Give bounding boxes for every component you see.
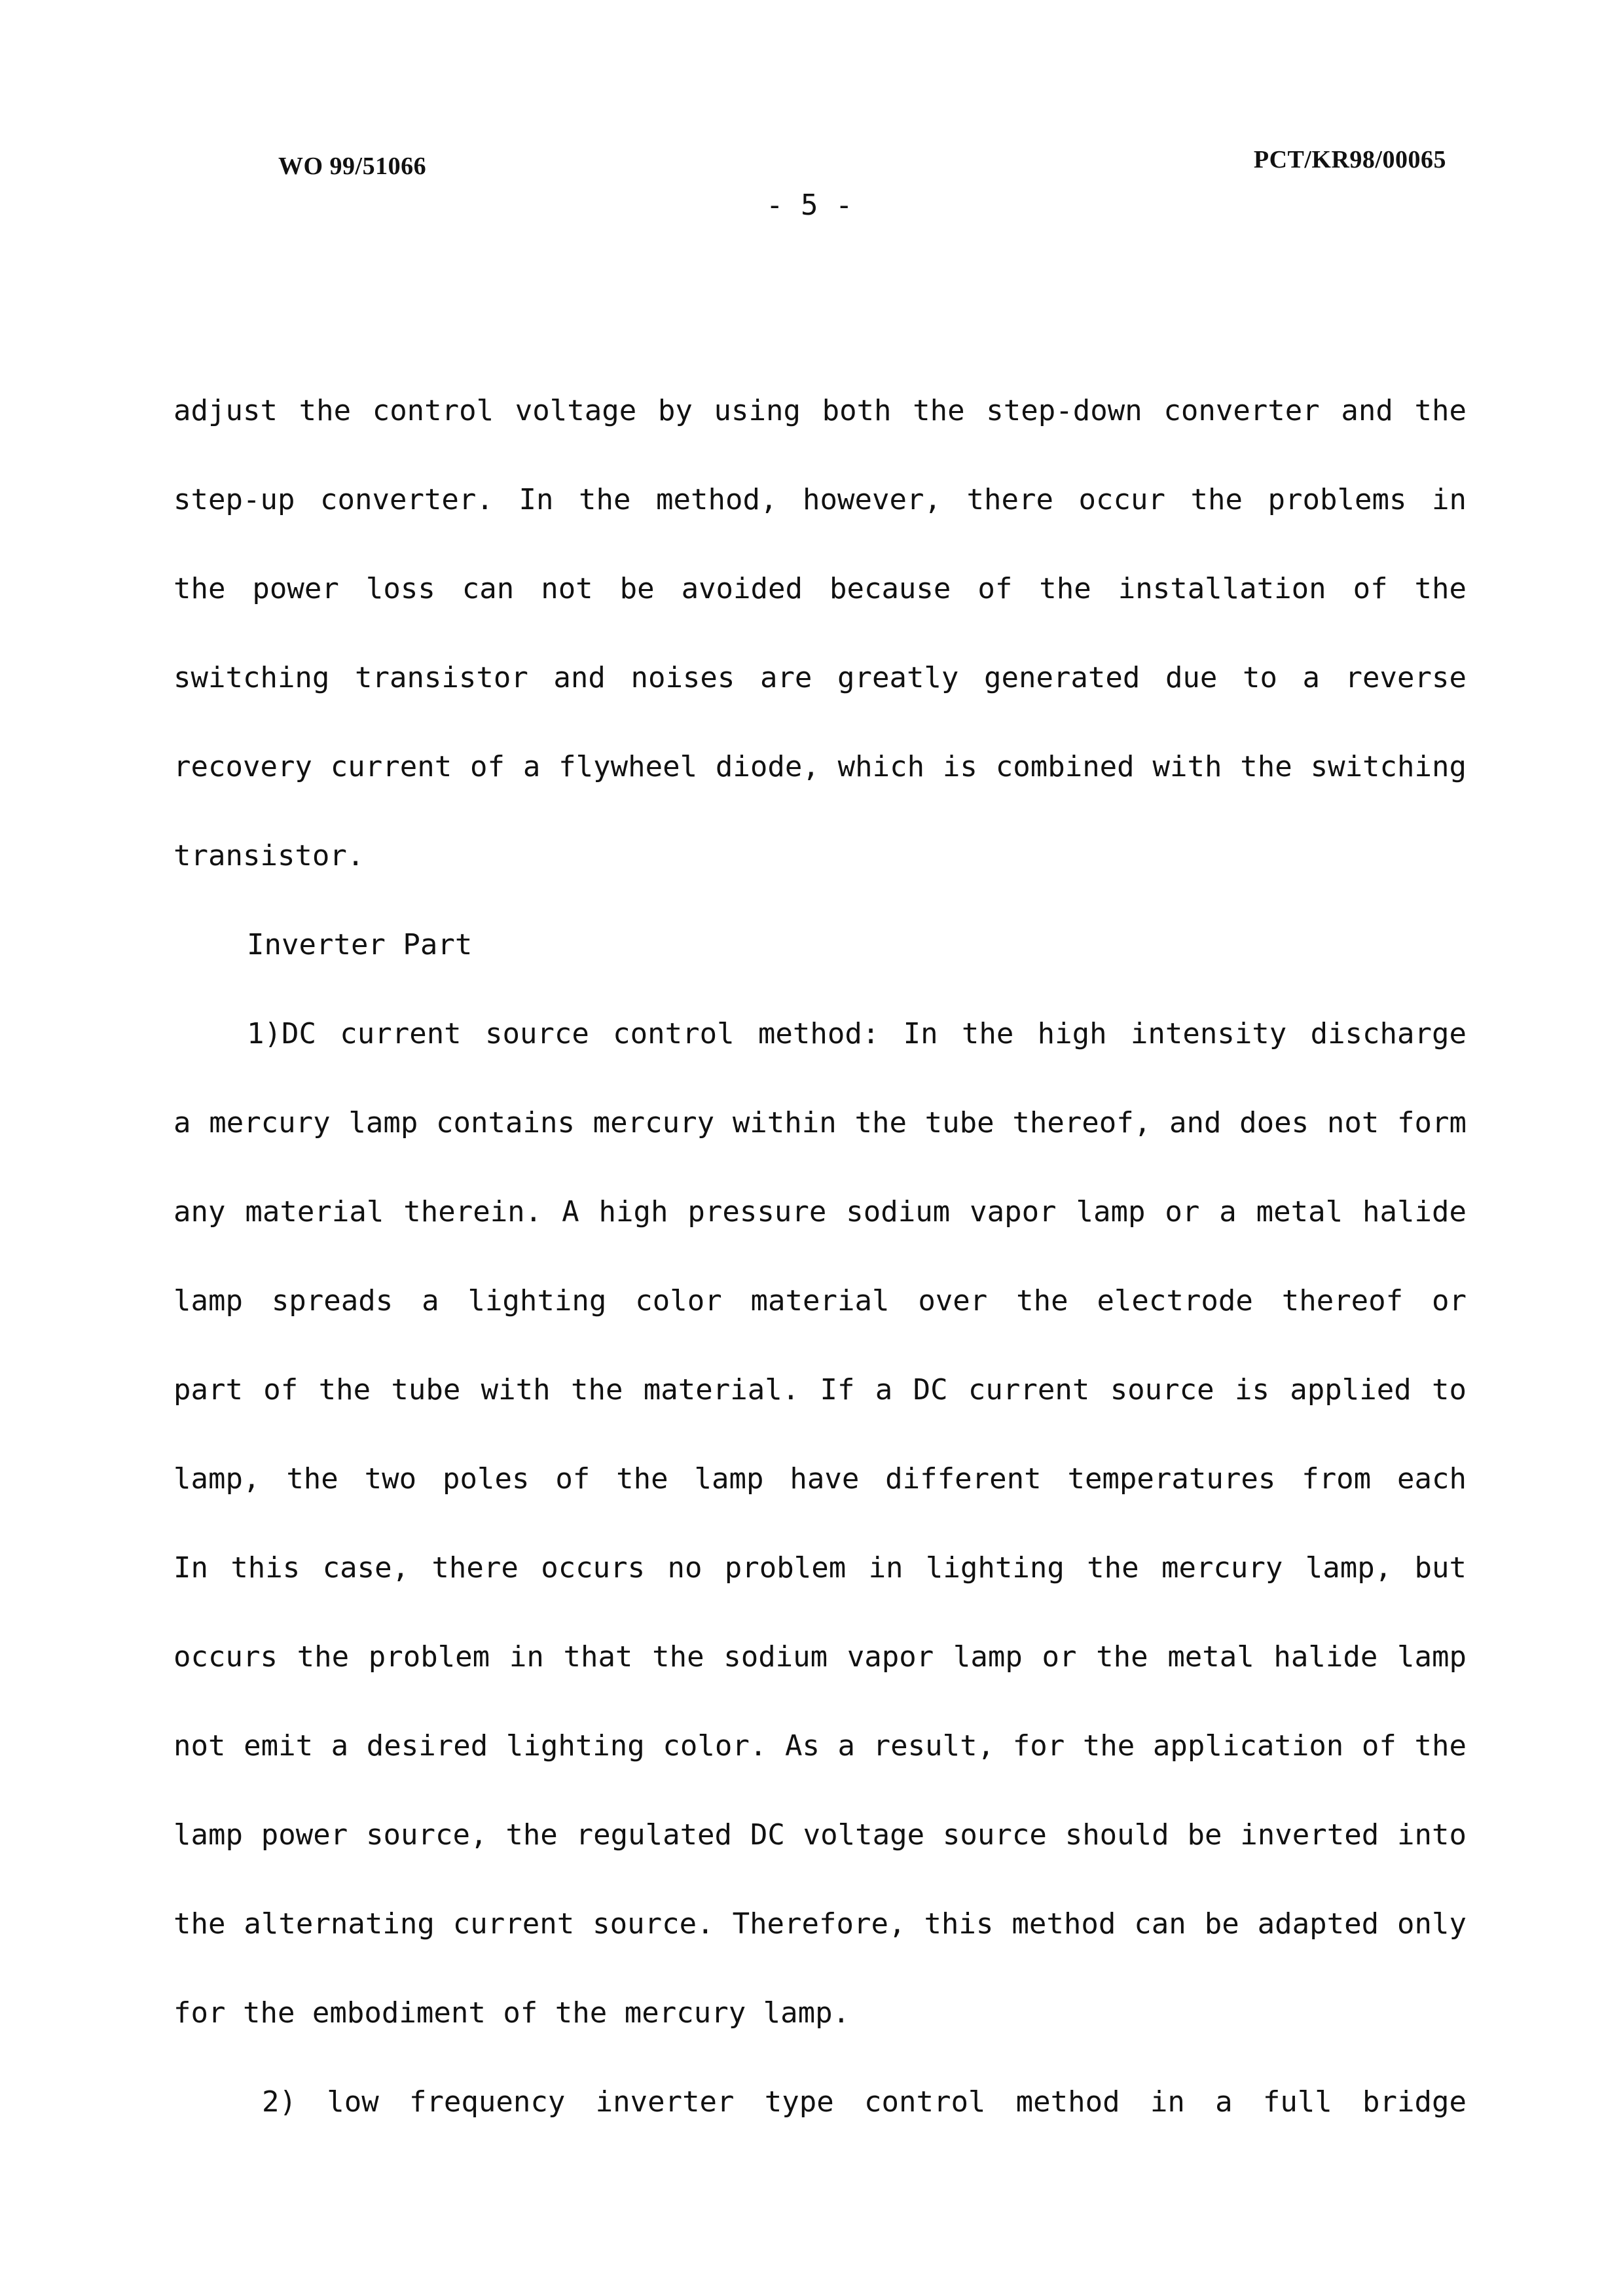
publication-number: WO 99/51066 [278,152,427,180]
text-line: lamp spreads a lighting color material over the electrode thereof or [173,1284,1467,1318]
text-line: transistor. [173,839,365,872]
body-text [173,367,1467,2147]
text-line: any material therein. A high pressure sodium vapor lamp or a metal halide [173,1195,1467,1229]
text-line: occurs the problem in that the sodium vapor lamp or the metal halide lamp [173,1640,1467,1674]
text-line: recovery current of a flywheel diode, which is combined with the switching [173,750,1467,783]
page-number: - 5 - [766,188,853,222]
text-line: step-up converter. In the method, however, there occur the problems in [173,483,1467,516]
text-line: 1)DC current source control method: In the high intensity discharge [247,1017,1467,1050]
text-line: part of the tube with the material. If a DC current source is applied to [173,1373,1467,1407]
text-line: 2) low frequency inverter type control method in a full bridge [262,2085,1467,2119]
text-line: lamp, the two poles of the lamp have different temperatures from each [173,1462,1467,1496]
text-line: In this case, there occurs no problem in lighting the mercury lamp, but [173,1551,1467,1585]
text-line: a mercury lamp contains mercury within the tube thereof, and does not form [173,1106,1467,1139]
text-line: switching transistor and noises are greatly generated due to a reverse [173,661,1467,694]
text-line: the alternating current source. Therefore, this method can be adapted only [173,1907,1467,1941]
section-heading: Inverter Part [247,928,473,961]
text-line: lamp power source, the regulated DC voltage source should be inverted into [173,1818,1467,1852]
text-line: for the embodiment of the mercury lamp. [173,1996,850,2030]
application-number: PCT/KR98/00065 [1253,146,1446,173]
text-line: adjust the control voltage by using both the step-down converter and the [173,394,1467,427]
text-line: the power loss can not be avoided because of the installation of the [173,572,1467,605]
text-line: not emit a desired lighting color. As a result, for the application of the [173,1729,1467,1763]
